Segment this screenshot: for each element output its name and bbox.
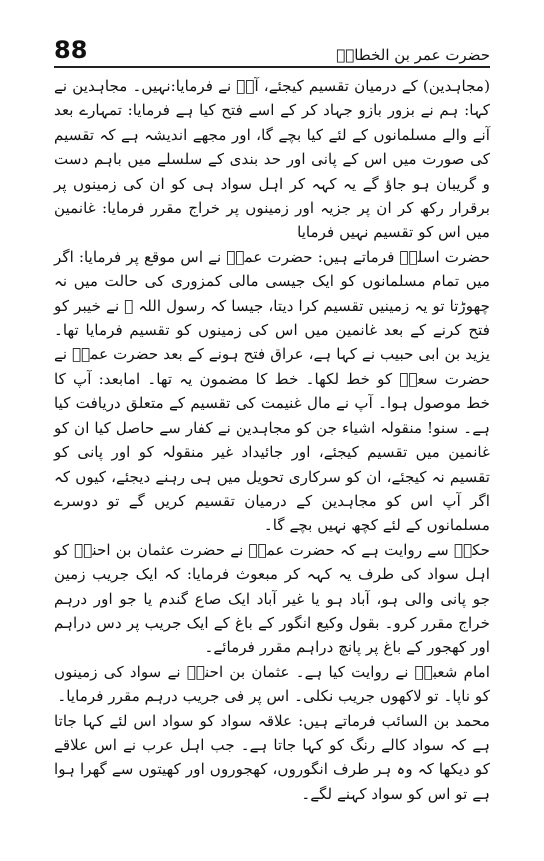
- paragraph: محمد بن السائب فرماتے ہیں: علاقہ سواد کو سواد اس لئے کہا جاتا ہے کہ سواد کالے رنگ کو کہا جاتا ہے۔ جب اہل عرب نے اس علاقے کو دیکھا کہ وہ ہر طرف انگوروں، کھجوروں اور کھیتوں سے گھرا ہوا ہے تو اس کو سواد کہنے لگے۔: [54, 711, 490, 803]
- paragraph: (مجاہدین) کے درمیان تقسیم کیجئے، آپؐ نے فرمایا:نہیں۔ مجاہدین نے کہا: ہم نے بزور بازو جہاد کر کے اسے فتح کیا ہے فرمایا: تمہارے بعد آنے والے مسلمانوں کے لئے کیا بچے گا، اور مجھے اندیشہ ہے کہ تقسیم کی صورت میں اس کے پانی اور حد بندی کے سلسلے میں باہم دست و گریبان ہو جاؤ گے یہ کہہ کر اہل سواد ہی کو ان کی زمینوں پر برقرار رکھ کر ان پر جزیہ اور زمینوں پر خراج مقرر فرمایا: غانمین میں اس کو تقسیم نہیں فرمایا: [54, 77, 490, 242]
- page-body: [54, 74, 490, 806]
- page-number: 88: [54, 36, 88, 64]
- running-head: حضرت عمر بن الخطابؓ: [336, 46, 490, 64]
- page-header: [54, 30, 490, 64]
- paragraph: حضرت اسلمؓ فرماتے ہیں: حضرت عمرؓ نے اس موقع پر فرمایا: اگر میں تمام مسلمانوں کو ایک جیسی مالی کمزوری کی حالت میں نہ چھوڑتا تو یہ زمینیں تقسیم کرا دیتا، جیسا کہ رسول اللہ ﷺ نے خیبر کو فتح کرنے کے بعد غانمین میں اس کی زمینوں کو تقسیم فرمایا تھا۔ یزید بن ابی حبیب نے کہا ہے، عراق فتح ہونے کے بعد حضرت عمرؓ نے حضرت سعدؓ کو خط لکھا۔ خط کا مضمون یہ تھا۔ امابعد: آپ کا خط موصول ہوا۔ آپ نے مال غنیمت کی تقسیم کے متعلق دریافت کیا ہے۔ سنو! منقولہ اشیاء جن کو مجاہدین نے کفار سے حاصل کیا ان کو غانمین میں تقسیم کیجئے، اور جائیداد غیر منقولہ کو اور پانی کو تقسیم نہ کیجئے، ان کو سرکاری تحویل میں ہی رہنے دیجئے، کیوں کہ اگر آپ اس کو مجاہدین کے درمیان تقسیم کریں گے تو دوسرے مسلمانوں کے لئے کچھ نہیں بچے گا۔: [54, 247, 490, 535]
- header-rule: [54, 66, 490, 68]
- paragraph: امام شعبیؒ نے روایت کیا ہے۔ عثمان بن احنفؓ نے سواد کی زمینوں کو ناپا۔ تو لاکھوں جریب نکلی۔ اس پر فی جریب درہم مقرر فرمایا۔: [54, 662, 490, 706]
- paragraph: حکمؒ سے روایت ہے کہ حضرت عمرؓ نے حضرت عثمان بن احنفؓ کو اہل سواد کی طرف یہ کہہ کر مبعوث فرمایا: کہ ایک جریب زمین جو پانی والی ہو، آباد ہو یا غیر آباد ایک صاع گندم یا جو اور درہم خراج مقرر کرو۔ بقول وکیع انگور کے باغ کے ایک جریب پر دس دراہم اور کھجور کے باغ پر پانچ دراہم مقرر فرمائے۔: [54, 540, 490, 657]
